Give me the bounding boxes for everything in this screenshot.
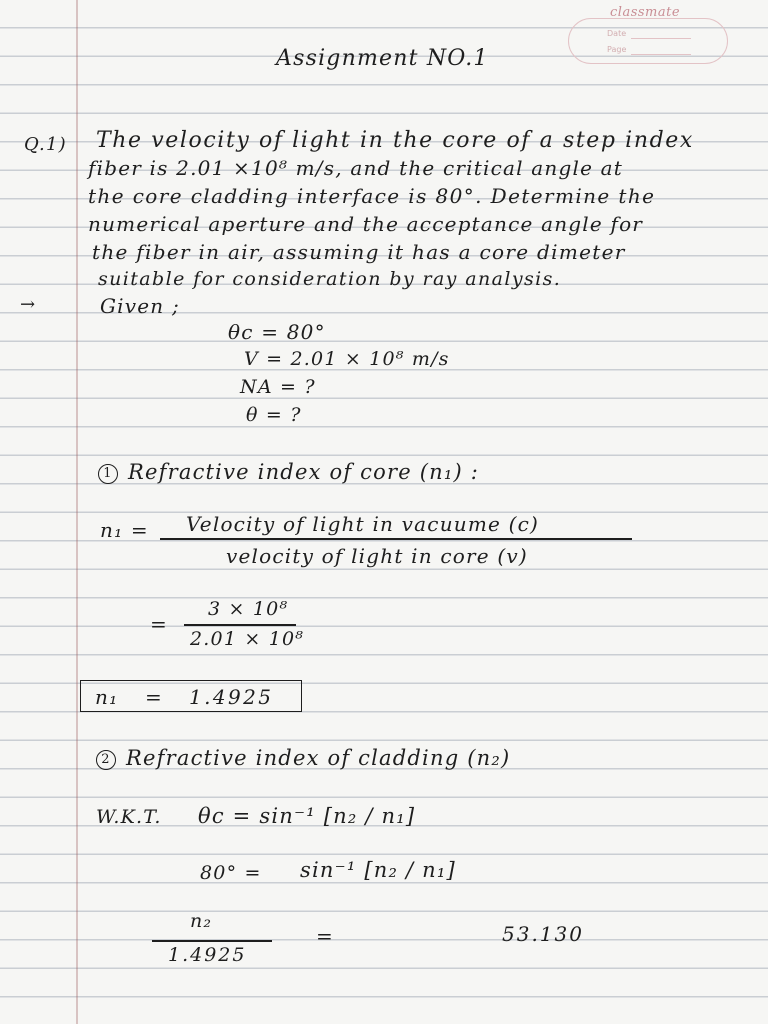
n1-value-fraction-bar (184, 624, 296, 626)
page-title: Assignment NO.1 (276, 46, 489, 71)
question-line-6: suitable for consideration by ray analysis. (98, 268, 562, 290)
question-line-1: The velocity of light in the core of a step index (96, 128, 694, 153)
question-line-3: the core cladding interface is 80°. Determine the (88, 184, 656, 208)
question-line-5: the fiber in air, assuming it has a core dimeter (92, 240, 626, 264)
step1-heading-text: Refractive index of core (n₁) : (128, 460, 480, 484)
n2-fraction-bar (152, 940, 272, 942)
given-na: NA = ? (240, 376, 316, 398)
n1-denominator-value: 2.01 × 10⁸ (190, 628, 305, 650)
n1-fraction-bar (160, 538, 632, 540)
page-line (631, 54, 691, 55)
answer-arrow: → (20, 294, 37, 315)
n2-fraction-equals: = (316, 924, 334, 948)
step1-heading (98, 462, 479, 484)
page-label: Page (607, 45, 627, 54)
question-line-4: numerical aperture and the acceptance angle for (88, 212, 644, 236)
n1-lhs: n₁ = (100, 518, 149, 542)
n1-result-equals: = (145, 685, 163, 709)
n1-denominator: velocity of light in core (v) (226, 544, 528, 568)
given-acceptance-angle: θ = ? (246, 404, 302, 426)
question-number: Q.1) (24, 134, 67, 155)
date-label: Date (607, 29, 627, 38)
date-line (631, 38, 691, 39)
given-velocity: V = 2.01 × 10⁸ m/s (244, 348, 450, 370)
n1-result-value: 1.4925 (189, 685, 274, 709)
n1-result-lhs: n₁ (95, 685, 119, 709)
given-critical-angle: θc = 80° (228, 320, 326, 344)
n2-fraction-numerator: n₂ (190, 910, 213, 932)
n1-result-box (80, 680, 302, 712)
step2-heading (96, 748, 510, 770)
given-heading: Given ; (100, 294, 180, 318)
formula-line2-rhs: sin⁻¹ [n₂ / n₁] (300, 858, 456, 882)
step2-heading-text: Refractive index of cladding (n₂) (126, 746, 511, 770)
n1-numerator-value: 3 × 10⁸ (208, 598, 289, 620)
n2-result-value: 53.130 (502, 922, 584, 946)
n1-equals: = (150, 612, 168, 636)
step2-number: 2 (96, 750, 116, 770)
step1-number: 1 (98, 464, 118, 484)
margin-rule (76, 0, 78, 1024)
formula-line2-lhs: 80° = (200, 862, 262, 884)
wkt-label: W.K.T. (96, 806, 162, 828)
n1-numerator: Velocity of light in vacuume (c) (186, 512, 540, 536)
question-line-2: fiber is 2.01 ×10⁸ m/s, and the critical angle at (88, 156, 624, 180)
critical-angle-formula: θc = sin⁻¹ [n₂ / n₁] (198, 804, 416, 828)
date-page-box (568, 18, 728, 64)
brand-logo: classmate (610, 5, 681, 20)
n2-fraction-denominator: 1.4925 (168, 944, 247, 966)
